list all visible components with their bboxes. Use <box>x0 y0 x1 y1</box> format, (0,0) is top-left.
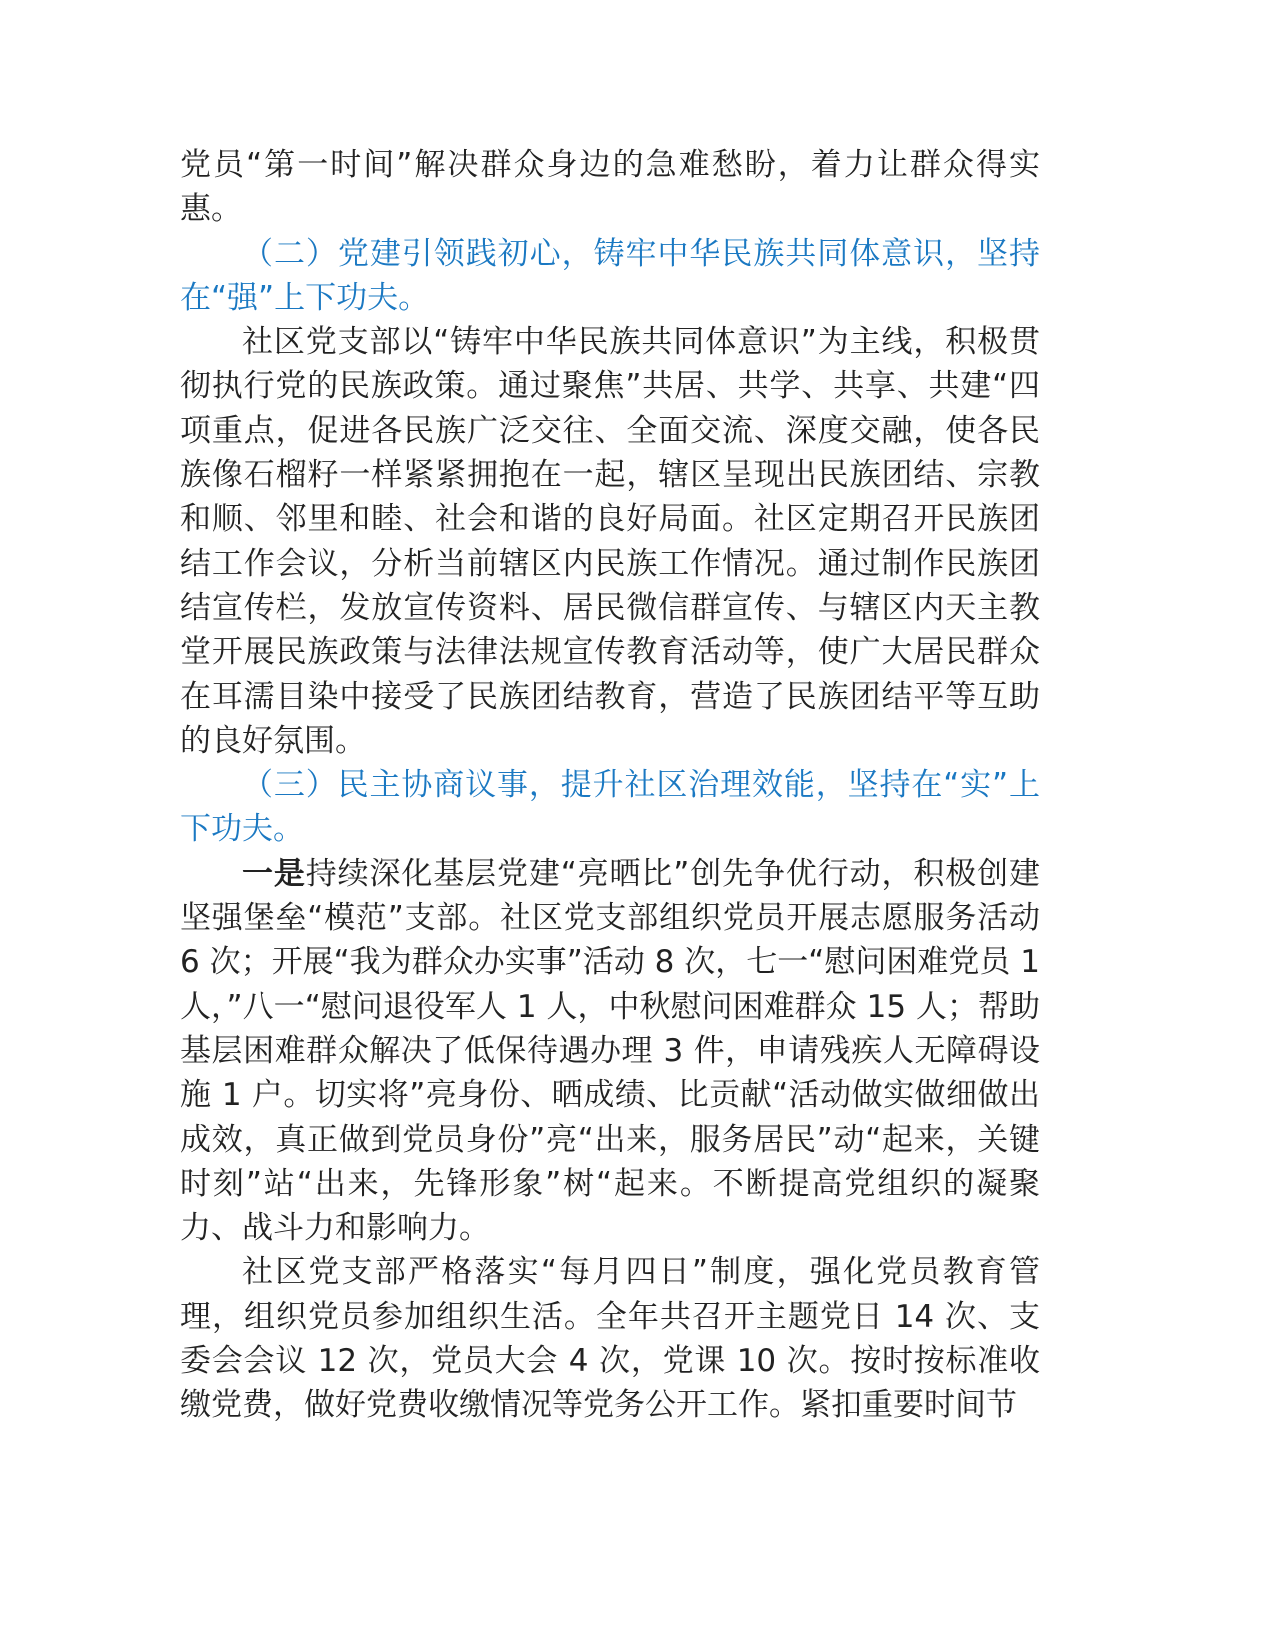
paragraph-party-education: 社区党支部严格落实“每月四日”制度，强化党员教育管理，组织党员参加组织生活。全年共召开主题党日 14 次、支委会会议 12 次，党员大会 4 次，党课 10 次。按时按标准收缴党费，做好党费收缴情况等党务公开工作。紧扣重要时间节 <box>180 1254 1040 1424</box>
paragraph-lead: 一是 <box>242 855 306 892</box>
section-heading-3: （三）民主协商议事，提升社区治理效能，坚持在“实”上下功夫。 <box>180 767 1040 848</box>
section-heading-2: （二）党建引领践初心，铸牢中华民族共同体意识，坚持在“强”上下功夫。 <box>180 235 1040 316</box>
paragraph-lead-body: 持续深化基层党建“亮晒比”创先争优行动，积极创建坚强堡垒“模范”支部。社区党支部组织党员开展志愿服务活动 6 次；开展“我为群众办实事”活动 8 次，七一“慰问困难党员 1 人，”八一“慰问退役军人 1 人，中秋慰问困难群众 15 人；帮助基层困难群众解决了低保待遇办理 3 件，申请残疾人无障碍设施 1 户。切实将”亮身份、晒成绩、比贡献“活动做实做细做出成效，真正做到党员身份”亮“出来，服务居民”动“起来，关键时刻”站“出来，先锋形象”树“起来。不断提高党组织的凝聚力、战斗力和影响力。 <box>180 855 1040 1247</box>
paragraph-party-building <box>180 852 1040 1251</box>
paragraph-ethnic-unity: 社区党支部以“铸牢中华民族共同体意识”为主线，积极贯彻执行党的民族政策。通过聚焦”共居、共学、共享、共建“四项重点，促进各民族广泛交往、全面交流、深度交融，使各民族像石榴籽一样紧紧拥抱在一起，辖区呈现出民族团结、宗教和顺、邻里和睦、社会和谐的良好局面。社区定期召开民族团结工作会议，分析当前辖区内民族工作情况。通过制作民族团结宣传栏，发放宣传资料、居民微信群宣传、与辖区内天主教堂开展民族政策与法律法规宣传教育活动等，使广大居民群众在耳濡目染中接受了民族团结教育，营造了民族团结平等互助的良好氛围。 <box>180 324 1040 759</box>
paragraph-continuation: 党员“第一时间”解决群众身边的急难愁盼，着力让群众得实惠。 <box>180 147 1040 228</box>
document-page <box>180 143 1040 1428</box>
